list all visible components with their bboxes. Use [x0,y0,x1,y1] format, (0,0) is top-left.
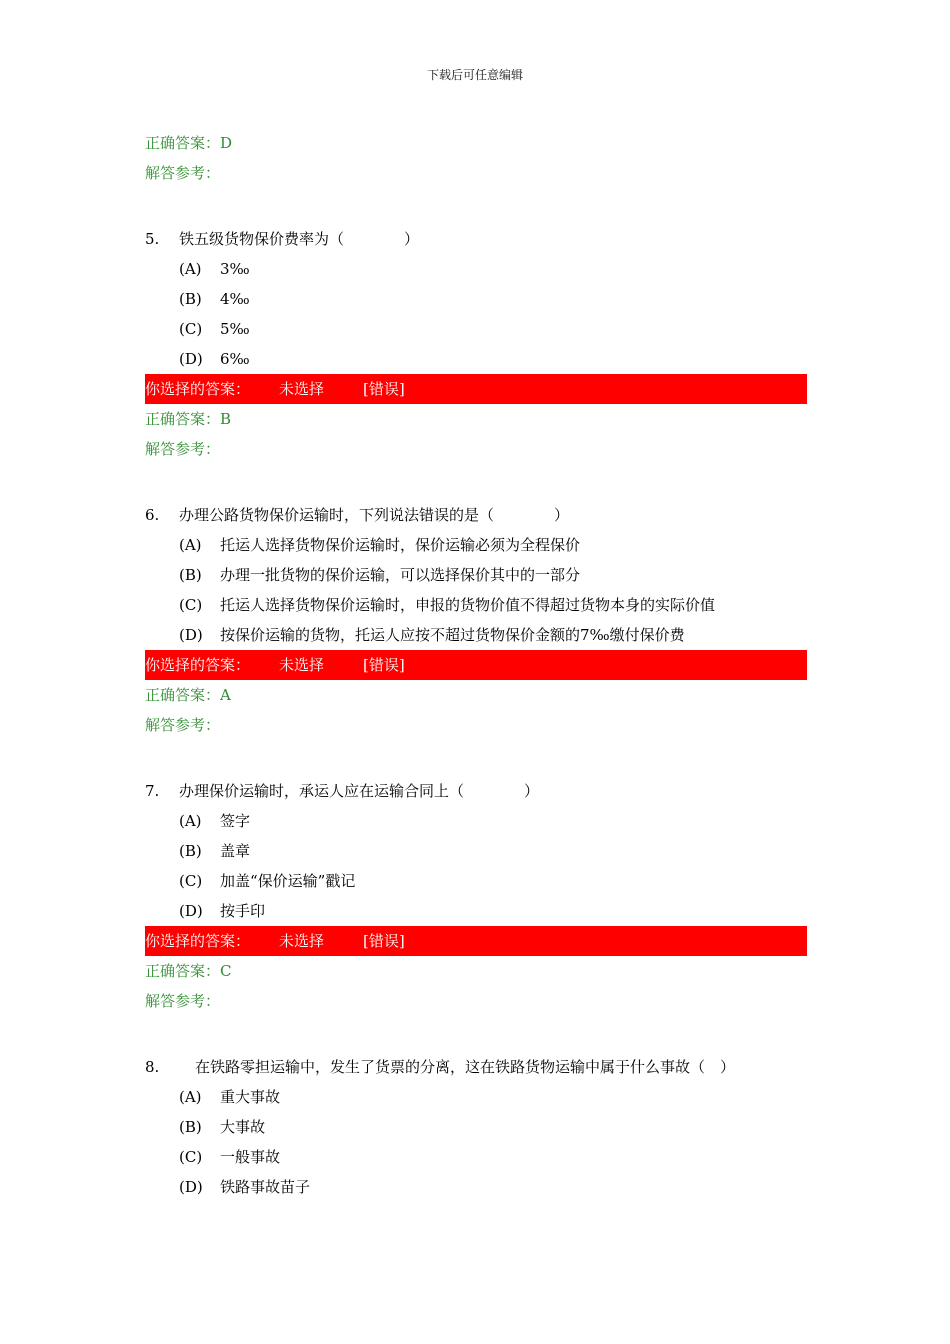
option-c[interactable]: (C) 托运人选择货物保价运输时，申报的货物价值不得超过货物本身的实际价值 [179,596,716,614]
option-c[interactable]: (C) 一般事故 [179,1148,281,1166]
correct-answer-q5: 正确答案：B [145,410,232,428]
reference-q4: 解答参考： [145,164,221,182]
option-b[interactable]: (B) 大事故 [179,1118,266,1136]
option-c[interactable]: (C) 加盖“保价运输”戳记 [179,872,356,890]
reference-q6: 解答参考： [145,716,221,734]
option-b[interactable]: (B) 盖章 [179,842,251,860]
your-answer-bar: 你选择的答案： 未选择 [错误] [145,374,807,404]
question-number: 7. [145,782,160,800]
option-a[interactable]: (A) 托运人选择货物保价运输时，保价运输必须为全程保价 [179,536,581,554]
wrong-badge: [错误] [363,932,405,950]
your-answer-bar: 你选择的答案： 未选择 [错误] [145,926,807,956]
option-c[interactable]: (C) 5‰ [179,320,250,338]
question-6 [145,500,807,530]
question-text: 办理公路货物保价运输时，下列说法错误的是（ ） [179,506,570,524]
quiz-content [145,128,807,1202]
question-5 [145,224,807,254]
correct-answer-q4: 正确答案：D [145,134,233,152]
option-d[interactable]: (D) 铁路事故苗子 [179,1178,311,1196]
question-8 [145,1052,807,1079]
option-b[interactable]: (B) 4‰ [179,290,250,308]
question-number: 6. [145,506,160,524]
option-b[interactable]: (B) 办理一批货物的保价运输，可以选择保价其中的一部分 [179,566,581,584]
question-text: 铁五级货物保价费率为（ ） [179,230,420,248]
option-d[interactable]: (D) 按保价运输的货物，托运人应按不超过货物保价金额的7‰缴付保价费 [179,626,685,644]
question-number: 5. [145,230,160,248]
option-d[interactable]: (D) 6‰ [179,350,250,368]
question-number: 8. [145,1058,160,1076]
option-d[interactable]: (D) 按手印 [179,902,266,920]
wrong-badge: [错误] [363,656,405,674]
question-7 [145,776,807,806]
reference-q5: 解答参考： [145,440,221,458]
your-answer-bar: 你选择的答案： 未选择 [错误] [145,650,807,680]
option-a[interactable]: (A) 3‰ [179,260,250,278]
option-a[interactable]: (A) 签字 [179,812,251,830]
wrong-badge: [错误] [363,380,405,398]
reference-q7: 解答参考： [145,992,221,1010]
correct-answer-q7: 正确答案：C [145,962,232,980]
question-text: 办理保价运输时，承运人应在运输合同上（ ） [179,782,540,800]
question-text: 在铁路零担运输中，发生了货票的分离，这在铁路货物运输中属于什么事故（ ） [195,1058,736,1076]
correct-answer-q6: 正确答案：A [145,686,231,704]
option-a[interactable]: (A) 重大事故 [179,1088,281,1106]
page-header: 下载后可任意编辑 [426,68,523,82]
